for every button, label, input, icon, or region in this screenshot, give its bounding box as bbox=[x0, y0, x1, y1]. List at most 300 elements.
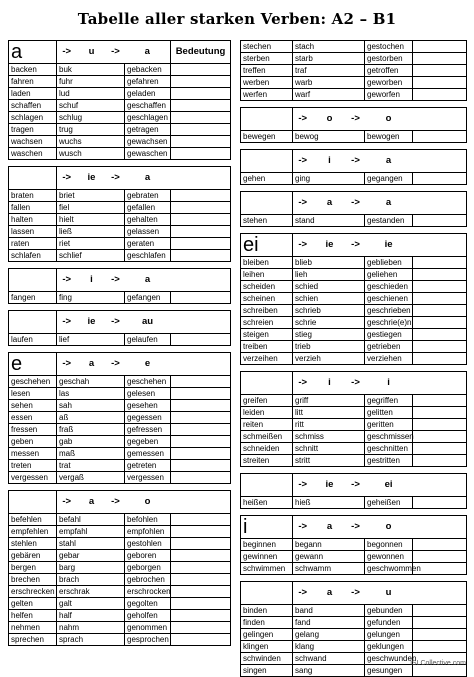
partizip-cell: gefallen bbox=[125, 202, 171, 214]
infinitive-cell: sterben bbox=[241, 53, 293, 65]
arrow-label: -> bbox=[111, 358, 120, 369]
partizip-cell: geschlafen bbox=[125, 250, 171, 262]
praeteritum-cell: sang bbox=[293, 665, 365, 677]
praeteritum-cell: half bbox=[57, 610, 125, 622]
vowel-label: a bbox=[88, 496, 95, 507]
verb-row bbox=[9, 550, 231, 562]
verb-row bbox=[9, 610, 231, 622]
bedeutung-cell bbox=[413, 257, 467, 269]
infinitive-cell: raten bbox=[9, 238, 57, 250]
praeteritum-cell: begann bbox=[293, 539, 365, 551]
bedeutung-cell bbox=[171, 460, 231, 472]
group-vowel bbox=[9, 167, 57, 190]
infinitive-cell: finden bbox=[241, 617, 293, 629]
partizip-cell: geschwunden bbox=[365, 653, 413, 665]
verb-row bbox=[241, 629, 467, 641]
verb-row bbox=[241, 443, 467, 455]
partizip-cell: geschienen bbox=[365, 293, 413, 305]
partizip-cell: vergessen bbox=[125, 472, 171, 484]
bedeutung-cell bbox=[413, 269, 467, 281]
infinitive-cell: reiten bbox=[241, 419, 293, 431]
verb-row bbox=[241, 341, 467, 353]
partizip-cell: verziehen bbox=[365, 353, 413, 365]
bedeutung-cell bbox=[171, 472, 231, 484]
infinitive-cell: essen bbox=[9, 412, 57, 424]
praeteritum-cell: schrie bbox=[293, 317, 365, 329]
bedeutung-cell bbox=[171, 334, 231, 346]
praeteritum-cell: traf bbox=[293, 65, 365, 77]
bedeutung-cell bbox=[171, 136, 231, 148]
bedeutung-cell bbox=[413, 293, 467, 305]
verb-row bbox=[9, 538, 231, 550]
verb-row bbox=[9, 88, 231, 100]
arrow-label: -> bbox=[298, 587, 308, 598]
group-header bbox=[241, 474, 467, 497]
vowel-label: a bbox=[326, 197, 333, 208]
infinitive-cell: schaffen bbox=[9, 100, 57, 112]
bedeutung-cell bbox=[171, 448, 231, 460]
praeteritum-cell: stach bbox=[293, 41, 365, 53]
bedeutung-cell bbox=[413, 443, 467, 455]
partizip-cell: gebacken bbox=[125, 64, 171, 76]
infinitive-cell: backen bbox=[9, 64, 57, 76]
infinitive-cell: nehmen bbox=[9, 622, 57, 634]
infinitive-cell: lesen bbox=[9, 388, 57, 400]
bedeutung-cell bbox=[171, 88, 231, 100]
vowel-label: o bbox=[326, 113, 333, 124]
verb-row bbox=[9, 634, 231, 646]
praeteritum-cell: starb bbox=[293, 53, 365, 65]
partizip-cell: gebrochen bbox=[125, 574, 171, 586]
partizip-cell: geschnitten bbox=[365, 443, 413, 455]
infinitive-cell: schreien bbox=[241, 317, 293, 329]
vowel-label: a bbox=[144, 172, 151, 183]
praeteritum-cell: las bbox=[57, 388, 125, 400]
group-vowel bbox=[241, 474, 293, 497]
praeteritum-cell: stritt bbox=[293, 455, 365, 467]
partizip-cell: geschrie(e)n bbox=[365, 317, 413, 329]
infinitive-cell: steigen bbox=[241, 329, 293, 341]
arrow-label: -> bbox=[351, 521, 360, 532]
arrow-label: -> bbox=[298, 377, 308, 388]
verb-row bbox=[241, 65, 467, 77]
partizip-cell: gefahren bbox=[125, 76, 171, 88]
partizip-cell: geschaffen bbox=[125, 100, 171, 112]
bedeutung-cell bbox=[413, 497, 467, 509]
verb-row bbox=[241, 551, 467, 563]
verb-row bbox=[241, 455, 467, 467]
partizip-cell: gegolten bbox=[125, 598, 171, 610]
infinitive-cell: stechen bbox=[241, 41, 293, 53]
arrow-label: -> bbox=[351, 239, 360, 250]
partizip-cell: befohlen bbox=[125, 514, 171, 526]
praeteritum-cell: hielt bbox=[57, 214, 125, 226]
group-header bbox=[9, 41, 231, 64]
partizip-cell: erschrocken bbox=[125, 586, 171, 598]
bedeutung-cell bbox=[171, 214, 231, 226]
bedeutung-cell bbox=[413, 65, 467, 77]
partizip-cell: gesungen bbox=[365, 665, 413, 677]
partizip-cell: gegangen bbox=[365, 173, 413, 185]
bedeutung-cell bbox=[171, 388, 231, 400]
partizip-cell: gegeben bbox=[125, 436, 171, 448]
arrow-label: -> bbox=[298, 155, 308, 166]
verb-row bbox=[9, 424, 231, 436]
watermark: iSLCollective.com bbox=[410, 660, 466, 667]
partizip-cell: gesehen bbox=[125, 400, 171, 412]
partizip-cell: gewonnen bbox=[365, 551, 413, 563]
praeteritum-cell: schwand bbox=[293, 653, 365, 665]
bedeutung-cell bbox=[413, 431, 467, 443]
praeteritum-cell: fraß bbox=[57, 424, 125, 436]
bedeutung-cell bbox=[413, 173, 467, 185]
bedeutung-cell bbox=[413, 353, 467, 365]
bedeutung-cell bbox=[413, 305, 467, 317]
praeteritum-cell: schlug bbox=[57, 112, 125, 124]
verb-row bbox=[9, 574, 231, 586]
verb-row bbox=[9, 586, 231, 598]
partizip-cell: geschieden bbox=[365, 281, 413, 293]
partizip-cell: gelaufen bbox=[125, 334, 171, 346]
infinitive-cell: bergen bbox=[9, 562, 57, 574]
bedeutung-cell bbox=[171, 622, 231, 634]
praeteritum-cell: schnitt bbox=[293, 443, 365, 455]
partizip-cell: geheißen bbox=[365, 497, 413, 509]
group-header bbox=[9, 311, 231, 334]
verb-row bbox=[241, 431, 467, 443]
bedeutung-cell bbox=[413, 407, 467, 419]
praeteritum-cell: ließ bbox=[57, 226, 125, 238]
vowel-label: ie bbox=[384, 239, 393, 250]
arrow-label: -> bbox=[111, 316, 120, 327]
infinitive-cell: gewinnen bbox=[241, 551, 293, 563]
praeteritum-cell: fiel bbox=[57, 202, 125, 214]
bedeutung-cell bbox=[171, 100, 231, 112]
verb-row bbox=[9, 526, 231, 538]
partizip-cell: gehalten bbox=[125, 214, 171, 226]
bedeutung-cell bbox=[413, 395, 467, 407]
group-vowel bbox=[241, 372, 293, 395]
group-header bbox=[241, 582, 467, 605]
verb-row bbox=[241, 257, 467, 269]
group-vowel bbox=[241, 192, 293, 215]
arrow-label: -> bbox=[62, 274, 72, 285]
praeteritum-cell: trug bbox=[57, 124, 125, 136]
infinitive-cell: fressen bbox=[9, 424, 57, 436]
partizip-cell: begonnen bbox=[365, 539, 413, 551]
bedeutung-cell bbox=[171, 538, 231, 550]
praeteritum-cell: buk bbox=[57, 64, 125, 76]
bedeutung-cell bbox=[171, 400, 231, 412]
infinitive-cell: fahren bbox=[9, 76, 57, 88]
bedeutung-cell bbox=[413, 341, 467, 353]
bedeutung-cell bbox=[413, 641, 467, 653]
verb-row bbox=[9, 514, 231, 526]
group-vowel bbox=[241, 150, 293, 173]
praeteritum-cell: warb bbox=[293, 77, 365, 89]
arrow-label: -> bbox=[111, 46, 120, 57]
infinitive-cell: tragen bbox=[9, 124, 57, 136]
partizip-cell: getragen bbox=[125, 124, 171, 136]
verb-row bbox=[241, 293, 467, 305]
praeteritum-cell: sah bbox=[57, 400, 125, 412]
praeteritum-cell: verzieh bbox=[293, 353, 365, 365]
bedeutung-cell bbox=[413, 89, 467, 101]
praeteritum-cell: klang bbox=[293, 641, 365, 653]
praeteritum-cell: briet bbox=[57, 190, 125, 202]
partizip-cell: gefangen bbox=[125, 292, 171, 304]
vowel-label: o bbox=[385, 113, 392, 124]
vowel-label: ie bbox=[87, 172, 96, 183]
vowel-label: ie bbox=[325, 239, 334, 250]
infinitive-cell: erschrecken bbox=[9, 586, 57, 598]
praeteritum-cell: stahl bbox=[57, 538, 125, 550]
partizip-cell: gewachsen bbox=[125, 136, 171, 148]
verb-row bbox=[241, 407, 467, 419]
partizip-cell: gestanden bbox=[365, 215, 413, 227]
bedeutung-cell bbox=[171, 598, 231, 610]
group-vowel: e bbox=[9, 353, 57, 376]
infinitive-cell: werfen bbox=[241, 89, 293, 101]
praeteritum-cell: erschrak bbox=[57, 586, 125, 598]
partizip-cell: geworben bbox=[365, 77, 413, 89]
verb-row bbox=[9, 112, 231, 124]
praeteritum-cell: lud bbox=[57, 88, 125, 100]
arrow-label: -> bbox=[111, 274, 120, 285]
verb-row bbox=[241, 497, 467, 509]
praeteritum-cell: schmiss bbox=[293, 431, 365, 443]
infinitive-cell: sehen bbox=[9, 400, 57, 412]
partizip-cell: geschrieben bbox=[365, 305, 413, 317]
bedeutung-cell bbox=[413, 539, 467, 551]
arrow-label: -> bbox=[111, 172, 120, 183]
verb-table-left bbox=[8, 40, 231, 646]
arrow-label: -> bbox=[298, 521, 308, 532]
praeteritum-cell: fing bbox=[57, 292, 125, 304]
vowel-label: i bbox=[387, 377, 390, 388]
arrow-label: -> bbox=[62, 358, 72, 369]
verb-row bbox=[241, 317, 467, 329]
praeteritum-cell: maß bbox=[57, 448, 125, 460]
partizip-cell: geraten bbox=[125, 238, 171, 250]
infinitive-cell: schlagen bbox=[9, 112, 57, 124]
group-header bbox=[241, 234, 467, 257]
group-vowel bbox=[9, 491, 57, 514]
verb-row bbox=[241, 617, 467, 629]
bedeutung-cell bbox=[413, 53, 467, 65]
group-vowel bbox=[9, 311, 57, 334]
partizip-cell: empfohlen bbox=[125, 526, 171, 538]
verb-row bbox=[9, 190, 231, 202]
verb-row bbox=[9, 412, 231, 424]
infinitive-cell: treffen bbox=[241, 65, 293, 77]
bedeutung-cell bbox=[171, 190, 231, 202]
verb-row bbox=[241, 329, 467, 341]
bedeutung-cell bbox=[413, 77, 467, 89]
bedeutung-cell bbox=[413, 281, 467, 293]
praeteritum-cell: aß bbox=[57, 412, 125, 424]
bedeutung-cell bbox=[171, 64, 231, 76]
verb-row bbox=[241, 77, 467, 89]
bedeutung-cell bbox=[413, 605, 467, 617]
praeteritum-cell: barg bbox=[57, 562, 125, 574]
vowel-label: a bbox=[326, 521, 333, 532]
vowel-label: i bbox=[328, 377, 331, 388]
bedeutung-cell bbox=[171, 148, 231, 160]
partizip-cell: geklungen bbox=[365, 641, 413, 653]
partizip-cell: gefunden bbox=[365, 617, 413, 629]
praeteritum-cell: nahm bbox=[57, 622, 125, 634]
partizip-cell: gemessen bbox=[125, 448, 171, 460]
bedeutung-cell bbox=[171, 586, 231, 598]
infinitive-cell: schwimmen bbox=[241, 563, 293, 575]
bedeutung-cell bbox=[171, 526, 231, 538]
praeteritum-cell: schien bbox=[293, 293, 365, 305]
infinitive-cell: singen bbox=[241, 665, 293, 677]
infinitive-cell: schwinden bbox=[241, 653, 293, 665]
infinitive-cell: braten bbox=[9, 190, 57, 202]
verb-row bbox=[241, 353, 467, 365]
partizip-cell: geschwommen bbox=[365, 563, 413, 575]
verb-row bbox=[241, 215, 467, 227]
verb-row bbox=[9, 250, 231, 262]
infinitive-cell: wachsen bbox=[9, 136, 57, 148]
verb-row bbox=[9, 148, 231, 160]
verb-row bbox=[241, 89, 467, 101]
infinitive-cell: binden bbox=[241, 605, 293, 617]
bedeutung-cell bbox=[413, 215, 467, 227]
praeteritum-cell: sprach bbox=[57, 634, 125, 646]
infinitive-cell: heißen bbox=[241, 497, 293, 509]
infinitive-cell: treten bbox=[9, 460, 57, 472]
verb-row bbox=[241, 269, 467, 281]
infinitive-cell: schlafen bbox=[9, 250, 57, 262]
infinitive-cell: leihen bbox=[241, 269, 293, 281]
arrow-label: -> bbox=[111, 496, 120, 507]
bedeutung-cell bbox=[171, 376, 231, 388]
praeteritum-cell: gab bbox=[57, 436, 125, 448]
arrow-label: -> bbox=[351, 587, 360, 598]
partizip-cell: gestiegen bbox=[365, 329, 413, 341]
praeteritum-cell: stieg bbox=[293, 329, 365, 341]
infinitive-cell: geben bbox=[9, 436, 57, 448]
group-header bbox=[9, 491, 231, 514]
praeteritum-cell: fuhr bbox=[57, 76, 125, 88]
verb-row bbox=[9, 76, 231, 88]
infinitive-cell: fangen bbox=[9, 292, 57, 304]
vowel-label: u bbox=[385, 587, 392, 598]
praeteritum-cell: lief bbox=[57, 334, 125, 346]
arrow-label: -> bbox=[298, 239, 308, 250]
bedeutung-cell bbox=[413, 329, 467, 341]
verb-row bbox=[9, 136, 231, 148]
verb-row bbox=[241, 563, 467, 575]
praeteritum-cell: riet bbox=[57, 238, 125, 250]
infinitive-cell: bewegen bbox=[241, 131, 293, 143]
praeteritum-cell: gewann bbox=[293, 551, 365, 563]
infinitive-cell: klingen bbox=[241, 641, 293, 653]
partizip-cell: gestohlen bbox=[125, 538, 171, 550]
partizip-cell: gesprochen bbox=[125, 634, 171, 646]
group-header bbox=[9, 167, 231, 190]
arrow-label: -> bbox=[62, 46, 72, 57]
partizip-cell: gefressen bbox=[125, 424, 171, 436]
praeteritum-cell: empfahl bbox=[57, 526, 125, 538]
infinitive-cell: treiben bbox=[241, 341, 293, 353]
praeteritum-cell: gebar bbox=[57, 550, 125, 562]
infinitive-cell: schmeißen bbox=[241, 431, 293, 443]
verb-row bbox=[9, 448, 231, 460]
partizip-cell: geschmissen bbox=[365, 431, 413, 443]
infinitive-cell: gelingen bbox=[241, 629, 293, 641]
verb-row bbox=[241, 305, 467, 317]
partizip-cell: gegessen bbox=[125, 412, 171, 424]
vowel-label: i bbox=[328, 155, 331, 166]
partizip-cell: bewogen bbox=[365, 131, 413, 143]
partizip-cell: geborgen bbox=[125, 562, 171, 574]
bedeutung-cell bbox=[171, 292, 231, 304]
infinitive-cell: stehlen bbox=[9, 538, 57, 550]
arrow-label: -> bbox=[62, 496, 72, 507]
partizip-cell: geworfen bbox=[365, 89, 413, 101]
bedeutung-cell bbox=[171, 112, 231, 124]
arrow-label: -> bbox=[62, 316, 72, 327]
infinitive-cell: fallen bbox=[9, 202, 57, 214]
vowel-label: a bbox=[144, 46, 150, 57]
bedeutung-cell bbox=[413, 617, 467, 629]
praeteritum-cell: schied bbox=[293, 281, 365, 293]
partizip-cell: gewaschen bbox=[125, 148, 171, 160]
right-column bbox=[240, 40, 466, 677]
verb-row bbox=[241, 131, 467, 143]
praeteritum-cell: schwamm bbox=[293, 563, 365, 575]
verb-row bbox=[241, 41, 467, 53]
praeteritum-cell: brach bbox=[57, 574, 125, 586]
vowel-label: i bbox=[90, 274, 93, 285]
bedeutung-cell bbox=[413, 629, 467, 641]
bedeutung-cell bbox=[171, 424, 231, 436]
arrow-label: -> bbox=[351, 479, 360, 490]
verb-row bbox=[9, 292, 231, 304]
bedeutung-cell bbox=[413, 131, 467, 143]
praeteritum-cell: trieb bbox=[293, 341, 365, 353]
group-header bbox=[241, 516, 467, 539]
praeteritum-cell: schlief bbox=[57, 250, 125, 262]
infinitive-cell: waschen bbox=[9, 148, 57, 160]
group-vowel: i bbox=[241, 516, 293, 539]
arrow-label: -> bbox=[62, 172, 72, 183]
left-column bbox=[8, 40, 230, 646]
verb-row bbox=[9, 64, 231, 76]
group-header bbox=[241, 372, 467, 395]
group-header bbox=[9, 353, 231, 376]
infinitive-cell: streiten bbox=[241, 455, 293, 467]
partizip-cell: genommen bbox=[125, 622, 171, 634]
verb-row bbox=[241, 395, 467, 407]
bedeutung-cell bbox=[413, 551, 467, 563]
partizip-cell: gelesen bbox=[125, 388, 171, 400]
arrow-label: -> bbox=[351, 155, 360, 166]
praeteritum-cell: bewog bbox=[293, 131, 365, 143]
infinitive-cell: vergessen bbox=[9, 472, 57, 484]
partizip-cell: getroffen bbox=[365, 65, 413, 77]
group-header bbox=[241, 150, 467, 173]
arrow-label: -> bbox=[298, 197, 308, 208]
praeteritum-cell: schuf bbox=[57, 100, 125, 112]
group-header bbox=[241, 192, 467, 215]
vowel-label: a bbox=[88, 358, 95, 369]
verb-row bbox=[9, 214, 231, 226]
